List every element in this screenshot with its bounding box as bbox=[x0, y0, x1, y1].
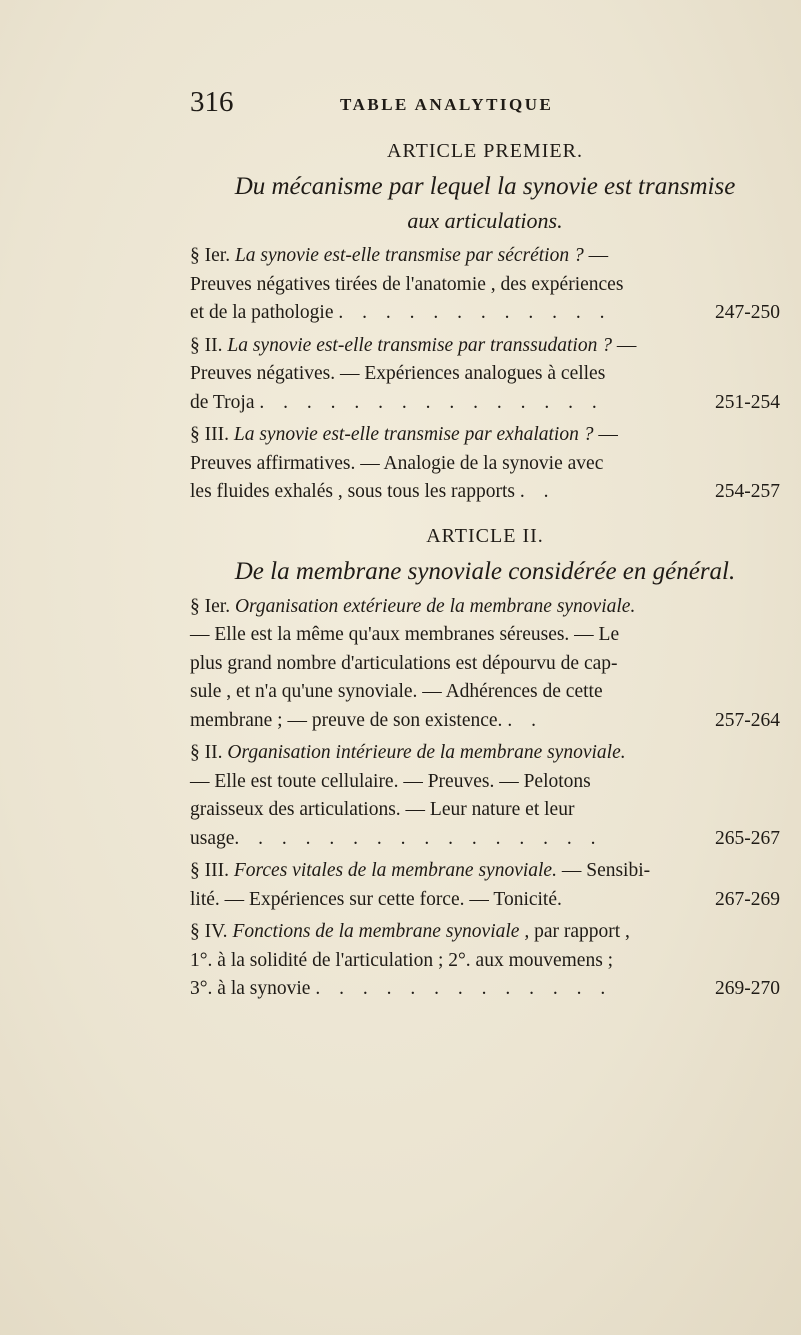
entry-text: lité. — Expériences sur cette force. — Tonicité. bbox=[190, 888, 562, 910]
entry-line: § Ier. La synovie est-elle transmise par sécrétion ? — bbox=[190, 245, 609, 266]
section-title: Fonctions de la membrane synoviale , bbox=[232, 921, 530, 942]
section-title: La synovie est-elle transmise par sécrétion ? bbox=[234, 245, 584, 266]
section-title: La synovie est-elle transmise par transsudation ? bbox=[227, 334, 612, 356]
entry-line: 1°. à la solidité de l'articulation ; 2°. aux mouvemens ; bbox=[190, 949, 614, 971]
article-heading: ARTICLE PREMIER. bbox=[387, 140, 583, 162]
entry-line bbox=[190, 593, 780, 622]
entry-line bbox=[190, 707, 780, 736]
dot-leader: . . bbox=[519, 481, 556, 502]
running-head bbox=[190, 86, 780, 122]
article-heading: ARTICLE II. bbox=[426, 524, 544, 547]
article-title-line: Du mécanisme par lequel la synovie est transmise bbox=[234, 173, 736, 200]
dot-leader: . . . . . . . . . . . . . . . bbox=[259, 391, 604, 413]
entry-line: — Elle est la même qu'aux membranes séreuses. — Le bbox=[190, 624, 620, 645]
section-title: Organisation intérieure de la membrane synoviale. bbox=[227, 742, 626, 763]
entry-text: et de la pathologie bbox=[190, 302, 334, 323]
entry-text: de Troja bbox=[190, 391, 255, 413]
article-title bbox=[190, 555, 780, 589]
article-title-line: De la membrane synoviale considérée en général. bbox=[234, 557, 736, 585]
page-range: 251-254 bbox=[715, 391, 780, 413]
entry-line: Preuves négatives. — Expériences analogues à celles bbox=[190, 363, 606, 384]
entry-line bbox=[190, 975, 780, 1004]
page-content bbox=[190, 86, 780, 1004]
entry-line bbox=[190, 886, 780, 915]
article-title bbox=[190, 170, 780, 238]
section-mark: § Ier. bbox=[190, 245, 231, 266]
section-mark: § IV. bbox=[190, 921, 228, 942]
entry-line bbox=[190, 478, 780, 507]
entry-text: par rapport , bbox=[534, 921, 630, 942]
running-title: TABLE ANALYTIQUE bbox=[340, 95, 554, 114]
page-range: 265-267 bbox=[715, 827, 780, 849]
entry-line bbox=[190, 389, 780, 418]
dot-leader: . . . . . . . . . . . . . . . . bbox=[234, 827, 603, 849]
section-title: Organisation extérieure de la membrane synoviale. bbox=[234, 595, 636, 617]
section-entry bbox=[190, 421, 780, 507]
entry-text: 3°. à la synovie bbox=[190, 978, 311, 999]
section-mark: § II. bbox=[190, 742, 223, 763]
page-range: 254-257 bbox=[715, 481, 780, 502]
section-mark: § III. bbox=[190, 424, 229, 445]
section-entry bbox=[190, 857, 780, 914]
article-title-line: aux articulations. bbox=[407, 208, 563, 233]
entry-line: — Elle est toute cellulaire. — Preuves. — Pelotons bbox=[190, 770, 591, 792]
dot-leader: . . bbox=[507, 709, 543, 731]
entry-line bbox=[190, 825, 780, 854]
entry-line: Preuves négatives tirées de l'anatomie , des expériences bbox=[190, 273, 624, 295]
entry-line: § II. La synovie est-elle transmise par transsudation ? — bbox=[190, 334, 637, 356]
entry-line bbox=[190, 739, 780, 768]
entry-line: Preuves affirmatives. — Analogie de la synovie avec bbox=[190, 452, 604, 474]
section-title: Forces vitales de la membrane synoviale. bbox=[233, 860, 557, 881]
page-range: 267-269 bbox=[715, 888, 780, 910]
entry-line: graisseux des articulations. — Leur nature et leur bbox=[190, 799, 575, 820]
section-mark: § II. bbox=[190, 334, 223, 356]
dot-leader: . . . . . . . . . . . . . bbox=[315, 978, 613, 999]
entry-line bbox=[190, 299, 780, 328]
entry-line bbox=[190, 918, 780, 947]
entry-text: usage bbox=[190, 827, 235, 849]
entry-line: plus grand nombre d'articulations est dépourvu de cap- bbox=[190, 652, 618, 674]
page-range: 257-264 bbox=[715, 709, 780, 731]
section-entry bbox=[190, 332, 780, 418]
page-range: 269-270 bbox=[715, 978, 780, 999]
entry-line bbox=[190, 857, 780, 886]
section-entry bbox=[190, 242, 780, 328]
entry-line: § III. La synovie est-elle transmise par exhalation ? — bbox=[190, 424, 618, 445]
page-number: 316 bbox=[190, 86, 234, 118]
page-range: 247-250 bbox=[715, 302, 780, 323]
entry-text: — Sensibi- bbox=[561, 860, 651, 881]
section-entry bbox=[190, 593, 780, 736]
section-title: La synovie est-elle transmise par exhalation ? bbox=[233, 424, 594, 445]
section-entry bbox=[190, 739, 780, 853]
section-entry bbox=[190, 918, 780, 1004]
section-mark: § Ier. bbox=[190, 595, 231, 617]
entry-text: les fluides exhalés , sous tous les rapports bbox=[190, 481, 515, 502]
entry-line: sule , et n'a qu'une synoviale. — Adhérences de cette bbox=[190, 681, 603, 702]
dot-leader: . . . . . . . . . . . . bbox=[338, 302, 612, 323]
entry-text: membrane ; — preuve de son existence. bbox=[190, 709, 503, 731]
section-mark: § III. bbox=[190, 860, 229, 881]
